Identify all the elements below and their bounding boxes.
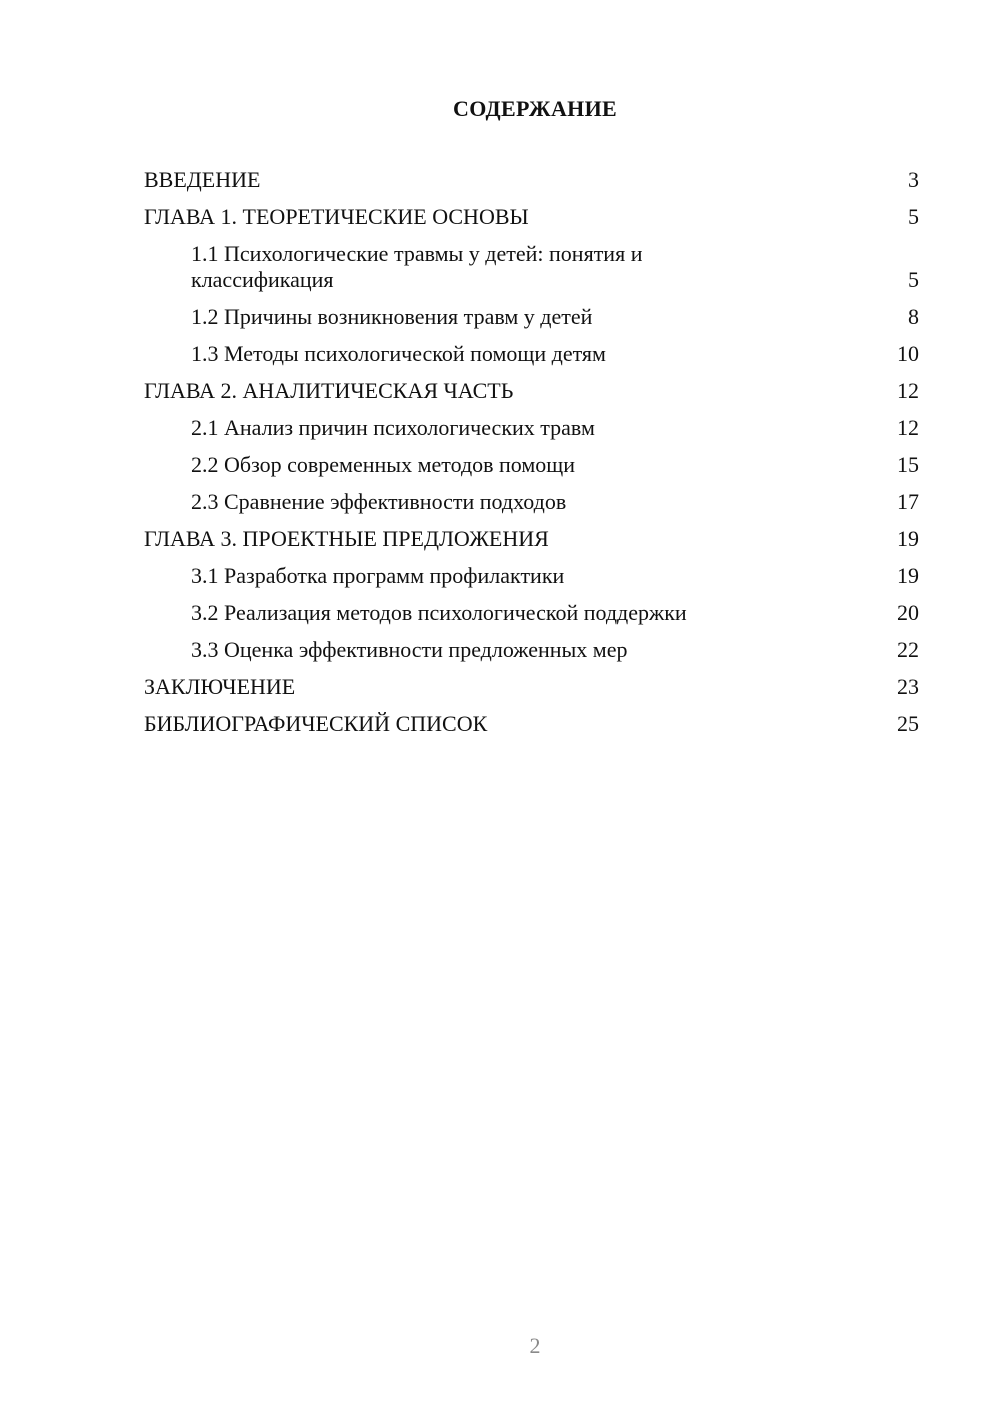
toc-entry-page: 8 [908,304,919,329]
toc-entry-page: 12 [897,378,919,403]
toc-entry-chapter-1[interactable] [144,204,919,230]
toc-entry-page: 10 [897,341,919,366]
toc-entry-page: 17 [897,489,919,514]
toc-entry-bibliography[interactable] [144,711,919,737]
toc-entry-section-3-1[interactable] [144,563,919,589]
toc-entry-introduction[interactable] [144,167,919,193]
toc-entry-section-2-3[interactable] [144,489,919,515]
table-of-contents [144,167,919,748]
page-title: СОДЕРЖАНИЕ [453,96,617,121]
toc-entry-section-3-2[interactable] [144,600,919,626]
toc-entry-title: 3.2 Реализация методов психологической поддержки [191,600,687,625]
toc-entry-title: ГЛАВА 1. ТЕОРЕТИЧЕСКИЕ ОСНОВЫ [144,204,529,229]
toc-entry-title: 1.3 Методы психологической помощи детям [191,341,606,366]
toc-entry-chapter-3[interactable] [144,526,919,552]
toc-entry-conclusion[interactable] [144,674,919,700]
toc-entry-title: 1.1 Психологические травмы у детей: понятия и классификация [191,241,643,292]
toc-entry-page: 19 [897,526,919,551]
toc-entry-page: 20 [897,600,919,625]
toc-entry-title: ГЛАВА 2. АНАЛИТИЧЕСКАЯ ЧАСТЬ [144,378,514,403]
toc-entry-page: 22 [897,637,919,662]
toc-entry-page: 3 [908,167,919,192]
toc-entry-title: 1.2 Причины возникновения травм у детей [191,304,593,329]
toc-entry-title: 2.2 Обзор современных методов помощи [191,452,576,477]
toc-entry-chapter-2[interactable] [144,378,919,404]
toc-entry-section-1-3[interactable] [144,341,919,367]
toc-entry-section-1-2[interactable] [144,304,919,330]
toc-entry-page: 5 [908,204,919,229]
toc-entry-page: 15 [897,452,919,477]
toc-entry-section-3-3[interactable] [144,637,919,663]
toc-entry-title: 2.1 Анализ причин психологических травм [191,415,595,440]
toc-entry-title: ЗАКЛЮЧЕНИЕ [144,674,296,699]
toc-entry-title: 3.3 Оценка эффективности предложенных мер [191,637,628,662]
toc-entry-title: 2.3 Сравнение эффективности подходов [191,489,567,514]
toc-entry-section-2-1[interactable] [144,415,919,441]
toc-entry-page: 25 [897,711,919,736]
toc-entry-page: 19 [897,563,919,588]
toc-entry-section-2-2[interactable] [144,452,919,478]
page-number: 2 [529,1333,541,1358]
toc-entry-title: ГЛАВА 3. ПРОЕКТНЫЕ ПРЕДЛОЖЕНИЯ [144,526,549,551]
toc-entry-page: 12 [897,415,919,440]
toc-entry-page: 5 [908,267,919,292]
toc-entry-title: ВВЕДЕНИЕ [144,167,261,192]
toc-entry-title: БИБЛИОГРАФИЧЕСКИЙ СПИСОК [144,711,488,736]
toc-entry-page: 23 [897,674,919,699]
toc-entry-title: 3.1 Разработка программ профилактики [191,563,565,588]
toc-entry-section-1-1[interactable] [144,241,919,293]
